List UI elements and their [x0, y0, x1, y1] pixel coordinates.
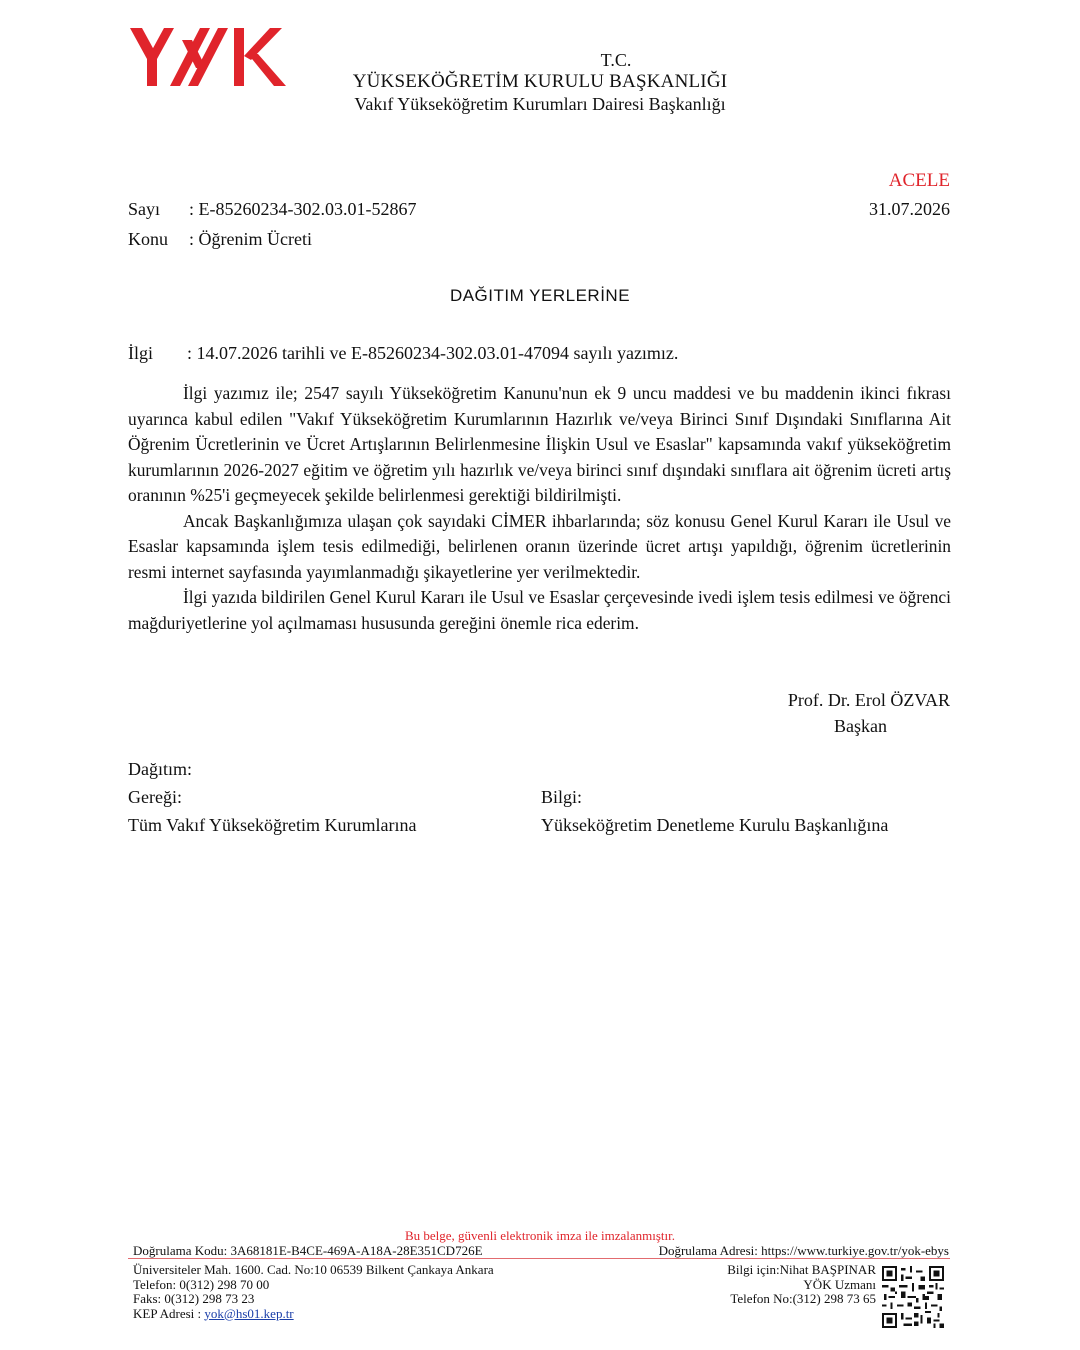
konu-label: Konu: [128, 229, 168, 249]
postal-address: Üniversiteler Mah. 1600. Cad. No:10 06539 Bilkent Çankaya Ankara: [133, 1262, 494, 1277]
distribution-label: Dağıtım:: [128, 759, 192, 779]
gereği-recipient: Tüm Vakıf Yükseköğretim Kurumlarına: [128, 815, 417, 835]
qr-code-icon: [882, 1266, 944, 1328]
gereği-label: Gereği:: [128, 787, 182, 807]
bilgi-recipient: Yükseköğretim Denetleme Kurulu Başkanlığına: [541, 815, 889, 835]
bilgi-label: Bilgi:: [541, 787, 583, 807]
reference-label: İlgi: [128, 343, 153, 363]
urgency-label: ACELE: [888, 170, 950, 191]
verification-address[interactable]: Doğrulama Adresi: https://www.turkiye.gov.tr/yok-ebys: [658, 1243, 949, 1258]
sayi-label: Sayı: [128, 199, 161, 219]
header-tc: T.C.: [600, 50, 632, 70]
contact-block: [133, 1263, 494, 1321]
body-paragraph-2: Ancak Başkanlığımıza ulaşan çok sayıdaki CİMER ihbarlarında; söz konusu Genel Kurul Kararı ile Usul ve Esaslar kapsamında işlem tesis edilmediği, belirlenen oranın üzerinde ücret artışı yapıldığı, öğrenim ücretlerinin resmi internet sayfasında yayımlanmadığı şikayetlerine yer verilmektedir.: [128, 510, 951, 582]
signatory-name: Prof. Dr. Erol ÖZVAR: [787, 690, 950, 710]
verification-code: Doğrulama Kodu: 3A68181E-B4CE-469A-A18A-28E351CD726E: [133, 1243, 483, 1258]
reference-value: : 14.07.2026 tarihli ve E-85260234-302.03.01-47094 sayılı yazımız.: [187, 343, 679, 363]
signatory-title: Başkan: [834, 716, 887, 736]
letter-body: [128, 381, 951, 636]
document-date: 31.07.2026: [869, 199, 950, 219]
phone-number: Telefon: 0(312) 298 70 00: [133, 1276, 270, 1292]
header-department: Vakıf Yükseköğretim Kurumları Dairesi Başkanlığı: [354, 94, 726, 114]
kep-label: KEP Adresi :: [133, 1305, 202, 1321]
kep-line: [133, 1307, 494, 1322]
kep-address-link[interactable]: yok@hs01.kep.tr: [204, 1305, 294, 1321]
body-paragraph-1: İlgi yazımız ile; 2547 sayılı Yükseköğretim Kanunu'nun ek 9 uncu maddesi ve bu maddenin ikinci fıkrası uyarınca kabul edilen "Vakıf Yükseköğretim Kurumlarının Hazırlık ve/veya Birinci Sınıf Dışındaki Sınıflarına Ait Öğrenim Ücretlerinin ve Ücret Artışlarının Belirlenmesine İlişkin Usul ve Esaslar" kapsamında vakıf yükseköğretim kurumlarının 2026-2027 eğitim ve öğretim yılı hazırlık ve/veya birinci sınıf dışındaki sınıflara ait öğrenim ücreti artış oranının %25'i geçmeyecek şekilde belirlenmesi gerektiği bildirilmişti.: [128, 383, 951, 505]
header-institution: YÜKSEKÖĞRETİM KURULU BAŞKANLIĞI: [352, 71, 728, 92]
sayi-value: : E-85260234-302.03.01-52867: [189, 199, 417, 219]
body-paragraph-3: İlgi yazıda bildirilen Genel Kurul Kararı ile Usul ve Esaslar çerçevesinde ivedi işlem tesis edilmesi ve öğrenci mağduriyetlerine yol açılmaması hususunda gereğini önemle rica ederim.: [128, 587, 951, 633]
reference-line: [128, 343, 679, 364]
e-signature-notice: Bu belge, güvenli elektronik imza ile imzalanmıştır.: [404, 1228, 676, 1243]
info-person-title: YÖK Uzmanı: [803, 1276, 876, 1292]
info-person: Bilgi için:Nihat BAŞPINAR: [727, 1262, 876, 1277]
fax-number: Faks: 0(312) 298 73 23: [133, 1291, 255, 1306]
footer-divider: [128, 1258, 950, 1259]
info-contact-block: [727, 1263, 876, 1307]
info-phone: Telefon No:(312) 298 73 65: [730, 1291, 876, 1306]
distribution-title: DAĞITIM YERLERİNE: [449, 286, 631, 305]
konu-value: : Öğrenim Ücreti: [189, 229, 312, 249]
